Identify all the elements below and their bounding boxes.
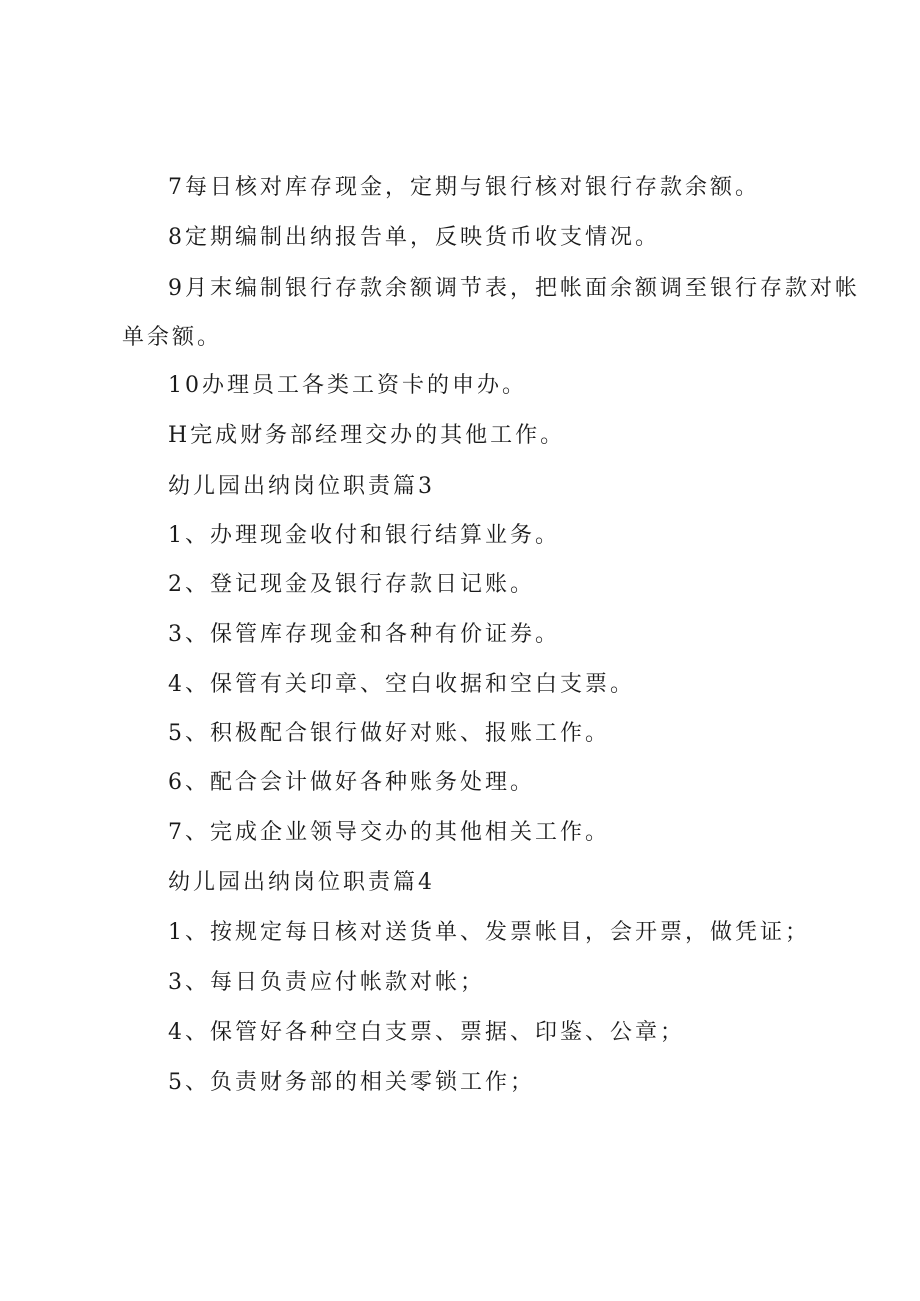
list-item-4-5: 5、负责财务部的相关零锁工作； — [168, 1070, 535, 1095]
list-item-3-4: 4、保管有关印章、空白收据和空白支票。 — [168, 672, 635, 697]
paragraph-item-9-continuation: 单余额。 — [122, 325, 223, 350]
list-item-3-5: 5、积极配合银行做好对账、报账工作。 — [168, 721, 610, 746]
paragraph-item-h-other-work: H完成财务部经理交办的其他工作。 — [168, 423, 566, 448]
section-heading-part-4: 幼儿园出纳岗位职责篇4 — [168, 870, 435, 895]
paragraph-item-9-reconciliation: 9月末编制银行存款余额调节表，把帐面余额调至银行存款对帐 — [168, 276, 860, 301]
list-item-3-6: 6、配合会计做好各种账务处理。 — [168, 770, 535, 795]
section-heading-part-3: 幼儿园出纳岗位职责篇3 — [168, 474, 435, 499]
paragraph-item-8-cashier-report: 8定期编制出纳报告单，反映货币收支情况。 — [168, 225, 660, 250]
list-item-4-3: 3、每日负责应付帐款对帐； — [168, 970, 485, 995]
list-item-3-7: 7、完成企业领导交办的其他相关工作。 — [168, 820, 610, 845]
list-item-3-2: 2、登记现金及银行存款日记账。 — [168, 572, 535, 597]
paragraph-item-10-salary-card: 10办理员工各类工资卡的申办。 — [168, 373, 527, 398]
paragraph-item-7-cash-check: 7每日核对库存现金，定期与银行核对银行存款余额。 — [168, 175, 760, 200]
list-item-4-4: 4、保管好各种空白支票、票据、印鉴、公章； — [168, 1020, 685, 1045]
list-item-3-3: 3、保管库存现金和各种有价证券。 — [168, 622, 560, 647]
list-item-3-1: 1、办理现金收付和银行结算业务。 — [168, 523, 560, 548]
list-item-4-1: 1、按规定每日核对送货单、发票帐目，会开票，做凭证； — [168, 920, 810, 945]
